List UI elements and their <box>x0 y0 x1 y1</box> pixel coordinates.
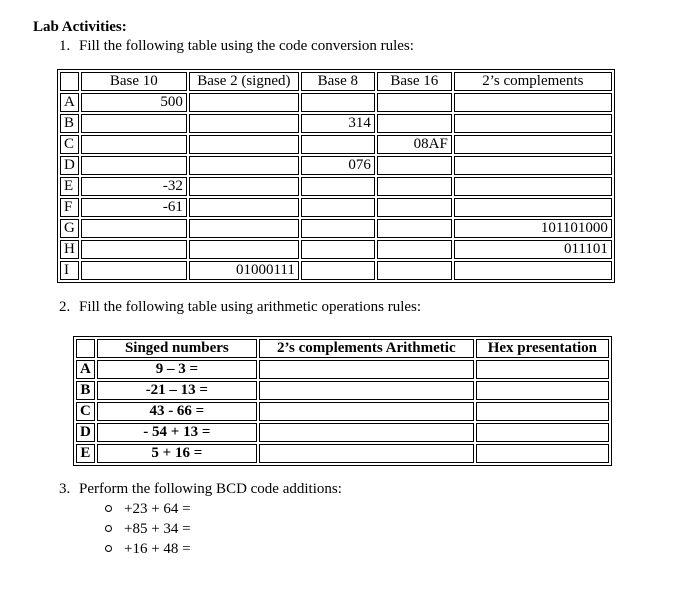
list-item <box>105 519 191 539</box>
cell-twos-complement[interactable] <box>454 261 612 280</box>
row-label: C <box>76 402 95 421</box>
cell-twos-complement-arithmetic[interactable] <box>259 402 474 421</box>
code-conversion-table <box>57 69 615 283</box>
row-label: E <box>76 444 95 463</box>
table-row <box>60 156 612 175</box>
cell-base8[interactable]: 076 <box>301 156 375 175</box>
cell-hex-presentation[interactable] <box>476 402 609 421</box>
hollow-bullet-icon <box>105 505 112 512</box>
bcd-expression: +16 + 48 = <box>124 541 191 557</box>
list-item <box>105 539 191 559</box>
cell-signed-expression: 9 – 3 = <box>97 360 257 379</box>
cell-base10[interactable] <box>81 156 187 175</box>
cell-twos-complement[interactable] <box>454 177 612 196</box>
cell-twos-complement[interactable] <box>454 114 612 133</box>
lab-activities-title: Lab Activities: <box>33 19 127 35</box>
header-cell-corner <box>76 339 95 358</box>
header-cell-hex-presentation: Hex presentation <box>476 339 609 358</box>
section-3-heading <box>59 480 342 498</box>
cell-base8[interactable]: 314 <box>301 114 375 133</box>
row-label: H <box>60 240 79 259</box>
table-row <box>76 444 609 463</box>
bcd-expression: +23 + 64 = <box>124 501 191 517</box>
cell-base16[interactable] <box>377 114 452 133</box>
row-label: D <box>76 423 95 442</box>
section-2-number: 2. <box>59 299 71 315</box>
cell-base8[interactable] <box>301 135 375 154</box>
row-label: B <box>76 381 95 400</box>
cell-hex-presentation[interactable] <box>476 381 609 400</box>
cell-signed-expression: 43 - 66 = <box>97 402 257 421</box>
cell-base16[interactable] <box>377 219 452 238</box>
arithmetic-operations-table <box>73 336 612 466</box>
section-3-number: 3. <box>59 481 71 497</box>
list-item <box>105 499 191 519</box>
section-1-heading <box>59 37 414 55</box>
table-row <box>76 423 609 442</box>
cell-twos-complement[interactable] <box>454 156 612 175</box>
cell-base8[interactable] <box>301 198 375 217</box>
cell-base10[interactable]: -32 <box>81 177 187 196</box>
cell-base2[interactable] <box>189 135 299 154</box>
row-label: D <box>60 156 79 175</box>
cell-base2[interactable] <box>189 156 299 175</box>
cell-base2[interactable]: 01000111 <box>189 261 299 280</box>
cell-twos-complement[interactable] <box>454 135 612 154</box>
table-header-row <box>76 339 609 358</box>
section-2-heading <box>59 298 421 316</box>
row-label: E <box>60 177 79 196</box>
cell-base10[interactable]: 500 <box>81 93 187 112</box>
cell-base10[interactable] <box>81 261 187 280</box>
table-row <box>76 360 609 379</box>
hollow-bullet-icon <box>105 545 112 552</box>
row-label: C <box>60 135 79 154</box>
cell-base8[interactable] <box>301 93 375 112</box>
table-row <box>60 240 612 259</box>
table-row <box>60 135 612 154</box>
cell-base2[interactable] <box>189 240 299 259</box>
cell-base2[interactable] <box>189 219 299 238</box>
table-row <box>76 402 609 421</box>
table-row <box>60 114 612 133</box>
cell-base10[interactable]: -61 <box>81 198 187 217</box>
table-row <box>60 93 612 112</box>
cell-base16[interactable] <box>377 261 452 280</box>
cell-twos-complement-arithmetic[interactable] <box>259 423 474 442</box>
cell-base8[interactable] <box>301 177 375 196</box>
cell-base10[interactable] <box>81 114 187 133</box>
cell-hex-presentation[interactable] <box>476 444 609 463</box>
header-cell-base8: Base 8 <box>301 72 375 91</box>
cell-twos-complement[interactable]: 101101000 <box>454 219 612 238</box>
cell-twos-complement-arithmetic[interactable] <box>259 381 474 400</box>
table-row <box>60 219 612 238</box>
section-3-text: Perform the following BCD code additions: <box>79 481 342 497</box>
cell-base2[interactable] <box>189 114 299 133</box>
cell-base2[interactable] <box>189 198 299 217</box>
bcd-expression: +85 + 34 = <box>124 521 191 537</box>
row-label: B <box>60 114 79 133</box>
table-row <box>60 177 612 196</box>
header-cell-signed-numbers: Singed numbers <box>97 339 257 358</box>
cell-hex-presentation[interactable] <box>476 423 609 442</box>
cell-base16[interactable]: 08AF <box>377 135 452 154</box>
cell-twos-complement[interactable] <box>454 93 612 112</box>
header-cell-twos-complement-arithmetic: 2’s complements Arithmetic <box>259 339 474 358</box>
table-row <box>60 198 612 217</box>
row-label: A <box>76 360 95 379</box>
bcd-additions-list <box>105 499 191 559</box>
row-label: G <box>60 219 79 238</box>
cell-base8[interactable] <box>301 240 375 259</box>
cell-twos-complement[interactable] <box>454 198 612 217</box>
cell-signed-expression: - 54 + 13 = <box>97 423 257 442</box>
cell-twos-complement[interactable]: 011101 <box>454 240 612 259</box>
row-label: F <box>60 198 79 217</box>
cell-twos-complement-arithmetic[interactable] <box>259 444 474 463</box>
row-label: A <box>60 93 79 112</box>
cell-base2[interactable] <box>189 177 299 196</box>
cell-hex-presentation[interactable] <box>476 360 609 379</box>
cell-base10[interactable] <box>81 240 187 259</box>
table-row <box>76 381 609 400</box>
section-1-number: 1. <box>59 38 71 54</box>
header-cell-base10: Base 10 <box>81 72 187 91</box>
cell-base8[interactable] <box>301 219 375 238</box>
section-2-text: Fill the following table using arithmetic operations rules: <box>79 299 422 315</box>
cell-base16[interactable] <box>377 156 452 175</box>
table-row <box>60 261 612 280</box>
header-cell-twos-complement: 2’s complements <box>454 72 612 91</box>
table-header-row <box>60 72 612 91</box>
cell-base10[interactable] <box>81 219 187 238</box>
cell-base16[interactable] <box>377 177 452 196</box>
cell-base16[interactable] <box>377 240 452 259</box>
cell-twos-complement-arithmetic[interactable] <box>259 360 474 379</box>
cell-signed-expression: -21 – 13 = <box>97 381 257 400</box>
cell-base16[interactable] <box>377 198 452 217</box>
cell-base8[interactable] <box>301 261 375 280</box>
section-1-text: Fill the following table using the code conversion rules: <box>79 38 414 54</box>
hollow-bullet-icon <box>105 525 112 532</box>
cell-base16[interactable] <box>377 93 452 112</box>
cell-base2[interactable] <box>189 93 299 112</box>
cell-base10[interactable] <box>81 135 187 154</box>
row-label: I <box>60 261 79 280</box>
header-cell-base16: Base 16 <box>377 72 452 91</box>
header-cell-corner <box>60 72 79 91</box>
header-cell-base2: Base 2 (signed) <box>189 72 299 91</box>
cell-signed-expression: 5 + 16 = <box>97 444 257 463</box>
